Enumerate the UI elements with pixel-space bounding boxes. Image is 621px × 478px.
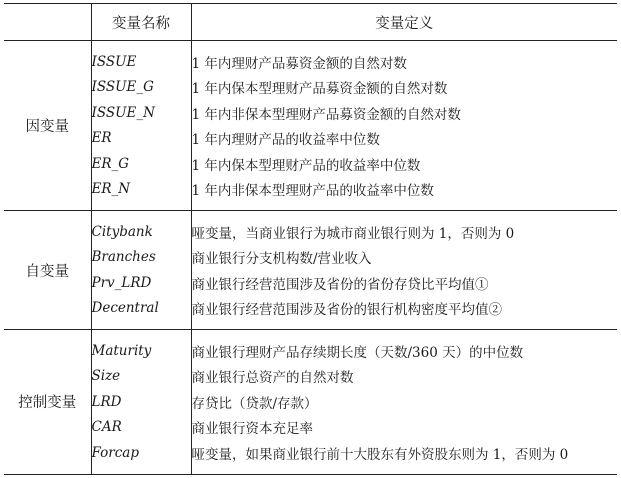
variable-definition: 1 年内理财产品的收益率中位数 — [191, 132, 380, 149]
variable-definition: 商业银行总资产的自然对数 — [191, 370, 354, 387]
variable-name: Citybank — [91, 211, 191, 245]
group-label-control: 控制变量 — [4, 330, 91, 475]
variable-name: Maturity — [91, 330, 191, 364]
variable-name: ER_G — [91, 151, 191, 177]
variable-name: ER — [91, 126, 191, 152]
table-header-row — [4, 4, 617, 41]
table-row — [4, 41, 617, 75]
variable-definition: 商业银行分支机构数/营业收入 — [191, 251, 372, 268]
variable-definition: 1 年内保本型理财产品募资金额的自然对数 — [191, 81, 448, 98]
variable-definition: 1 年内非保本型理财产品募资金额的自然对数 — [191, 106, 461, 123]
variable-definition: 1 年内理财产品募资金额的自然对数 — [191, 55, 407, 72]
table-row — [4, 177, 617, 211]
variable-name: ISSUE_G — [91, 75, 191, 101]
table-row — [4, 245, 617, 271]
variable-name: Size — [91, 364, 191, 390]
table-row — [4, 389, 617, 415]
variable-definition: 哑变量，如果商业银行前十大股东有外资股东则为 1，否则为 0 — [191, 440, 617, 474]
header-variable-name: 变量名称 — [91, 4, 191, 41]
variable-name: Branches — [91, 245, 191, 271]
variable-name: Prv_LRD — [91, 270, 191, 296]
table-row — [4, 440, 617, 474]
table-row — [4, 75, 617, 101]
table-row — [4, 126, 617, 152]
group-label-dependent: 因变量 — [4, 41, 91, 211]
variable-definition-table — [4, 3, 617, 475]
variable-definition: 哑变量，当商业银行为城市商业银行则为 1，否则为 0 — [191, 225, 515, 242]
variable-definition: 1 年内保本型理财产品的收益率中位数 — [191, 157, 421, 174]
table-row — [4, 415, 617, 441]
table-row — [4, 270, 617, 296]
variable-name: CAR — [91, 415, 191, 441]
variable-definition: 商业银行资本充足率 — [191, 421, 313, 438]
table-row — [4, 330, 617, 364]
group-label-independent: 自变量 — [4, 211, 91, 330]
variable-name: ISSUE — [91, 41, 191, 75]
variable-definition: 商业银行经营范围涉及省份的省份存贷比平均值① — [191, 276, 489, 293]
variable-name: LRD — [91, 389, 191, 415]
table-row — [4, 151, 617, 177]
table-row — [4, 364, 617, 390]
table-row — [4, 211, 617, 245]
variable-name: Decentral — [91, 296, 191, 330]
variable-name: ER_N — [91, 177, 191, 211]
variable-name: Forcap — [91, 440, 191, 474]
variable-name: ISSUE_N — [91, 100, 191, 126]
variable-definition: 1 年内非保本型理财产品的收益率中位数 — [191, 177, 617, 211]
variable-definition: 商业银行经营范围涉及省份的银行机构密度平均值② — [191, 296, 617, 330]
header-variable-definition: 变量定义 — [191, 4, 617, 41]
table-row — [4, 296, 617, 330]
table-row — [4, 100, 617, 126]
variable-definition: 商业银行理财产品存续期长度（天数/360 天）的中位数 — [191, 344, 524, 361]
header-group-cell — [4, 4, 91, 41]
variable-definition: 存贷比（贷款/存款） — [191, 395, 318, 412]
